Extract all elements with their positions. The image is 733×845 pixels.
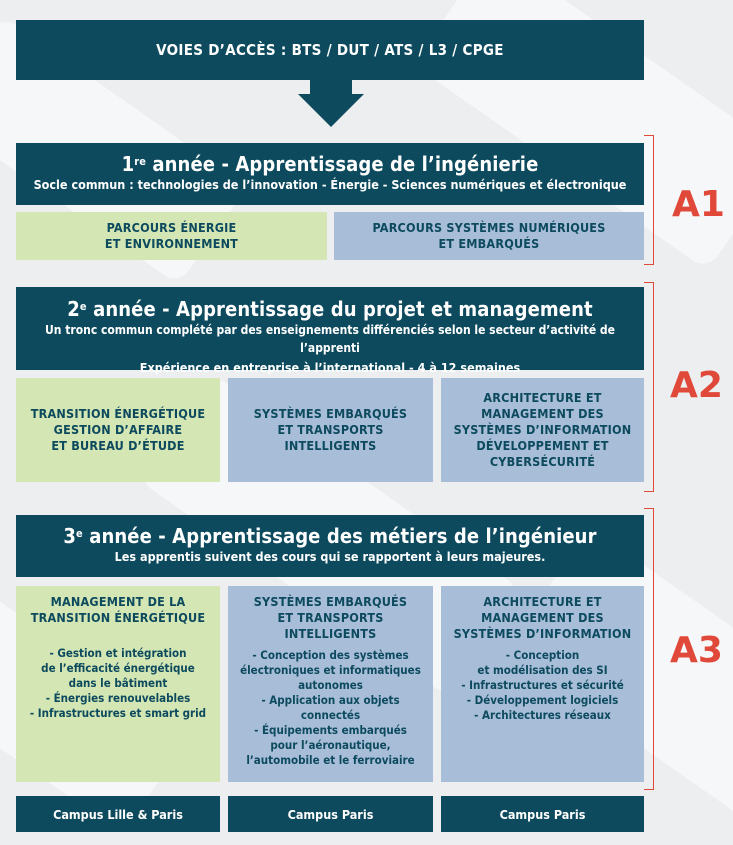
year3-title: 3e année - Apprentissage des métiers de l’ingénieur xyxy=(63,524,597,548)
list-item: - Équipements embarqués pour l’aéronautique, l’automobile et le ferroviaire xyxy=(246,723,415,767)
year3-track-is xyxy=(441,586,644,782)
list-item: - Infrastructures et sécurité xyxy=(461,678,624,692)
year3-track-is-list xyxy=(455,648,629,723)
year3-track-embedded xyxy=(228,586,433,782)
down-arrow-icon xyxy=(296,80,366,128)
year1-title: 1re année - Apprentissage de l’ingénierie xyxy=(121,152,539,176)
campus-paris-1: Campus Paris xyxy=(228,796,433,832)
year3-subtitle: Les apprentis suivent des cours qui se rapportent à leurs majeures. xyxy=(114,549,546,564)
year1-track-energy: PARCOURS ÉNERGIE ET ENVIRONNEMENT xyxy=(16,212,327,260)
list-item: - Architectures réseaux xyxy=(474,708,611,722)
year1-bracket xyxy=(644,135,654,265)
year2-title: 2e année - Apprentissage du projet et management xyxy=(67,297,593,321)
year3-track-energy xyxy=(16,586,220,782)
year3-track-is-title: ARCHITECTURE ET MANAGEMENT DES SYSTÈMES D’INFORMATION xyxy=(453,594,632,641)
year3-track-energy-title: MANAGEMENT DE LA TRANSITION ÉNERGÉTIQUE xyxy=(30,594,206,625)
campus-paris-2: Campus Paris xyxy=(441,796,644,832)
year1-header xyxy=(16,143,644,205)
list-item: - Conception des systèmes électroniques et informatiques autonomes xyxy=(240,648,421,692)
list-item: - Gestion et intégration de l’efficacité énergétique dans le bâtiment xyxy=(41,646,195,690)
year1-label: A1 xyxy=(672,184,725,225)
year2-track-embedded: SYSTÈMES EMBARQUÉS ET TRANSPORTS INTELLIGENTS xyxy=(228,378,433,482)
year2-track-is: ARCHITECTURE ET MANAGEMENT DES SYSTÈMES D’INFORMATION DÉVELOPPEMENT ET CYBERSÉCURITÉ xyxy=(441,378,644,482)
year2-subtitle-2: Expérience en entreprise à l’international - 4 à 12 semaines xyxy=(139,360,521,375)
year1-subtitle: Socle commun : technologies de l’innovation - Énergie - Sciences numériques et électronique xyxy=(33,177,627,192)
year3-bracket xyxy=(644,508,654,790)
year2-label: A2 xyxy=(670,365,723,406)
list-item: - Développement logiciels xyxy=(466,693,619,707)
year2-bracket xyxy=(644,282,654,492)
year2-track-energy: TRANSITION ÉNERGÉTIQUE GESTION D’AFFAIRE ET BUREAU D’ÉTUDE xyxy=(16,378,220,482)
year2-subtitle: Un tronc commun complété par des enseignements différenciés selon le secteur d’activité de l’apprenti xyxy=(45,323,615,355)
year3-track-embedded-list xyxy=(228,648,433,768)
year3-track-embedded-title: SYSTÈMES EMBARQUÉS ET TRANSPORTS INTELLIGENTS xyxy=(253,594,408,641)
access-header xyxy=(16,20,644,80)
year1-track-digital: PARCOURS SYSTÈMES NUMÉRIQUES ET EMBARQUÉS xyxy=(334,212,644,260)
campus-lille-paris: Campus Lille & Paris xyxy=(16,796,220,832)
list-item: - Application aux objets connectés xyxy=(261,693,400,722)
year2-header xyxy=(16,287,644,375)
year3-track-energy-list xyxy=(24,646,212,721)
list-item: - Énergies renouvelables xyxy=(45,691,191,705)
year3-header xyxy=(16,515,644,577)
access-header-text: VOIES D’ACCÈS : BTS / DUT / ATS / L3 / CPGE xyxy=(156,41,504,59)
year3-label: A3 xyxy=(670,630,723,671)
list-item: - Infrastructures et smart grid xyxy=(29,706,207,720)
list-item: - Conception et modélisation des SI xyxy=(477,648,608,677)
